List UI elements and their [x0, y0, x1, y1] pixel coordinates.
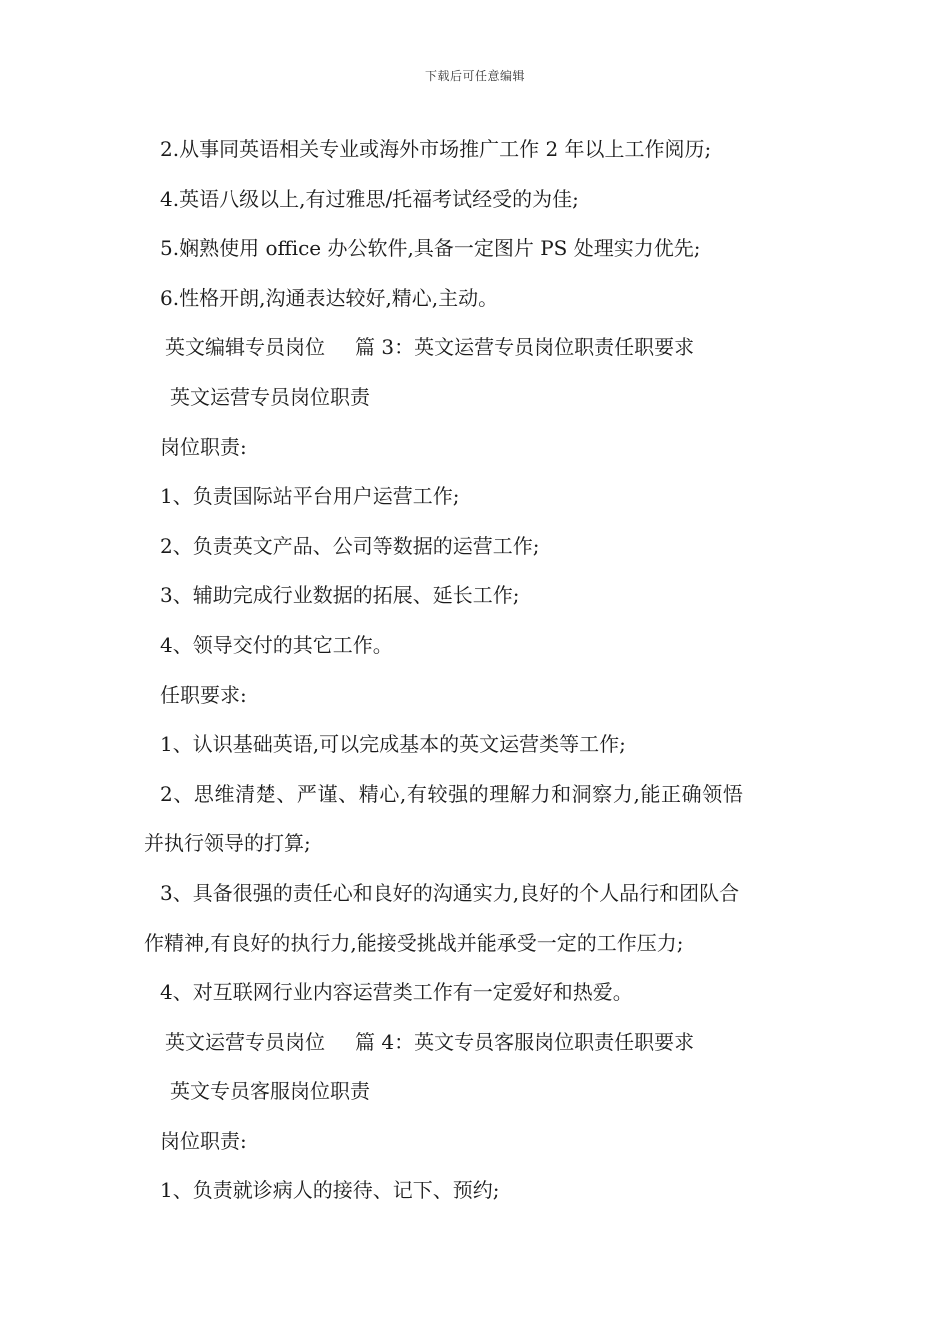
section-title-main: 篇 3：英文运营专员岗位职责任职要求	[355, 335, 695, 360]
section-subtitle: 英文专员客服岗位职责	[170, 1079, 370, 1104]
list-item-continuation: 作精神,有良好的执行力,能接受挑战并能承受一定的工作压力;	[144, 930, 684, 955]
paragraph-line: 5.娴熟使用 office 办公软件,具备一定图片 PS 处理实力优先;	[160, 236, 701, 261]
section-title	[144, 1026, 814, 1076]
paragraph-heading: 任职要求:	[160, 682, 247, 707]
paragraph-line: 6.性格开朗,沟通表达较好,精心,主动。	[160, 285, 499, 310]
paragraph-heading: 岗位职责:	[160, 434, 247, 459]
section-title-prefix: 英文运营专员岗位	[165, 1029, 325, 1054]
list-item-continuation: 并执行领导的打算;	[144, 831, 311, 856]
list-item: 3、具备很强的责任心和良好的沟通实力,良好的个人品行和团队合	[160, 880, 740, 905]
list-item: 2、思维清楚、严谨、精心,有较强的理解力和洞察力,能正确领悟	[160, 781, 744, 806]
list-item: 1、负责就诊病人的接待、记下、预约;	[160, 1178, 500, 1203]
section-title-prefix: 英文编辑专员岗位	[165, 335, 325, 360]
paragraph-line: 2.从事同英语相关专业或海外市场推广工作 2 年以上工作阅历;	[160, 137, 712, 161]
list-item: 1、负责国际站平台用户运营工作;	[160, 484, 460, 509]
document-body	[144, 133, 814, 1224]
list-item: 4、对互联网行业内容运营类工作有一定爱好和热爱。	[160, 980, 633, 1005]
section-subtitle: 英文运营专员岗位职责	[170, 384, 370, 409]
page-header: 下载后可任意编辑	[424, 69, 525, 83]
paragraph-heading: 岗位职责:	[160, 1128, 247, 1153]
list-item: 2、负责英文产品、公司等数据的运营工作;	[160, 533, 540, 558]
section-title	[144, 331, 814, 381]
paragraph-line: 4.英语八级以上,有过雅思/托福考试经受的为佳;	[160, 186, 579, 211]
list-item: 3、辅助完成行业数据的拓展、延长工作;	[160, 583, 520, 608]
section-title-main: 篇 4：英文专员客服岗位职责任职要求	[355, 1029, 695, 1054]
list-item: 4、领导交付的其它工作。	[160, 632, 393, 657]
list-item: 1、认识基础英语,可以完成基本的英文运营类等工作;	[160, 732, 626, 757]
